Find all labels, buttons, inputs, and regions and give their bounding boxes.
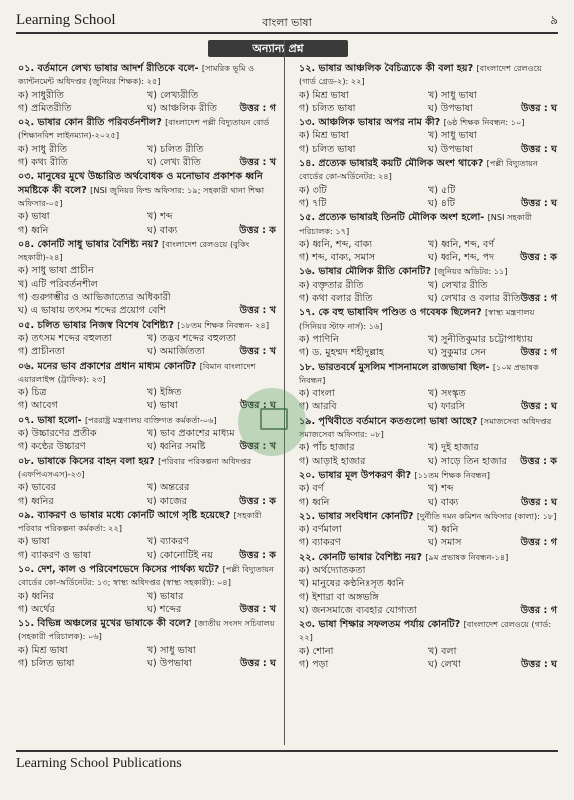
option: গ) ব্যাকরণ <box>299 537 341 549</box>
option: ক) অর্থদ্যোতকতা <box>299 564 366 576</box>
question-item <box>18 360 276 413</box>
question-source: [পল্লী বিদ্যুতায়ন বোর্ডের কো-অর্ডিনেটর: ১৩; স্বাস্থ্য অধিদপ্তর (স্বাস্থ্য সহকারী): ০৪] <box>18 563 274 588</box>
question-text <box>18 116 276 143</box>
option: ক) ভাষা <box>18 536 50 548</box>
option: গ) ধ্বনি <box>299 496 330 508</box>
option: খ) ধ্বনি, শব্দ, বর্ণ <box>428 238 495 250</box>
answer: উত্তর : গ <box>520 604 557 616</box>
option: গ) কণ্ঠের উচ্চারণ <box>18 441 86 453</box>
school-name: Learning School <box>16 12 116 28</box>
question-source: [স্বাস্থ্য মন্ত্রণালয় (সিনিয়র স্টাফ নার্স): ১৬] <box>299 307 535 331</box>
watermark-logo <box>238 388 306 456</box>
question-source: [জাতীয় সংসদ সচিবালয় (সহকারী পরিচালক): ০৬] <box>18 618 275 642</box>
option: গ) প্রাচীনতা <box>18 346 65 358</box>
question-item <box>299 116 557 156</box>
answer: উত্তর : ঘ <box>520 659 557 671</box>
question-stem: ১৯. পৃথিবীতে বর্তমানে কতগুলো ভাষা আছে? <box>299 415 478 427</box>
question-source: [NSI সহকারী পরিচালক: ১৭] <box>299 212 532 236</box>
question-source: [বিমান বাংলাদেশ এয়ারলাইন্স (ট্রাফিক): ২৩] <box>18 360 256 384</box>
question-source: [সমাজসেবা অধিদপ্তর সমাজসেবা অফিসার: ০৮] <box>299 415 552 440</box>
question-item <box>299 361 557 414</box>
question-source: [সহকারী পরিবার পরিকল্পনা কর্মকর্তা: ২২] <box>18 509 262 534</box>
option: খ) ৫টি <box>428 184 456 196</box>
question-item <box>299 306 557 359</box>
option: ঘ) শব্দের <box>147 603 182 615</box>
option: ঘ) সুকুমার সেন <box>428 347 487 359</box>
question-stem: ২১. ভাষার সংবিধান কোনটি? <box>299 510 414 522</box>
question-text <box>18 509 276 536</box>
option: ক) সাধু ভাষা প্রাচীন <box>18 265 94 277</box>
option: খ) ভাব প্রকাশের মাধ্যম <box>147 428 235 440</box>
answer: উত্তর : ক <box>239 495 276 507</box>
answer: উত্তর : খ <box>239 305 276 317</box>
question-text <box>299 62 557 89</box>
question-item <box>299 551 557 617</box>
question-stem: ০৩. মানুষের মুখে উচ্চারিত অর্থবোধক ও মনোভাব প্রকাশক ধ্বনি সমষ্টিকে কী বলে? <box>18 171 263 196</box>
options-grid <box>299 279 557 306</box>
answer: উত্তর : গ <box>520 537 557 549</box>
question-item <box>18 563 276 616</box>
question-text <box>18 455 276 482</box>
option: খ) তদ্ভব শব্দের বহুলতা <box>147 332 236 344</box>
option: খ) লেখ্যরীতি <box>147 89 199 101</box>
answer: উত্তর : ঘ <box>239 400 276 412</box>
option: গ) চলিত ভাষা <box>18 658 75 670</box>
option: খ) ব্যাকরণ <box>147 536 189 548</box>
option: ঘ) লেখা <box>428 659 461 671</box>
question-stem: ১৩. আঞ্চলিক ভাষার অপর নাম কী? <box>299 117 441 129</box>
question-item <box>18 170 276 236</box>
question-text <box>18 617 276 644</box>
option: ঘ) উপভাষা <box>428 143 473 155</box>
options-grid <box>299 387 557 414</box>
option: খ) ধ্বনি <box>428 524 459 536</box>
question-source: [৬ষ্ঠ শিক্ষক নিবন্ধন: ১০] <box>443 117 525 128</box>
option: গ) চলিত ভাষা <box>299 102 356 114</box>
question-source: [পল্লী বিদ্যুতায়ন বোর্ডের কো-অর্ডিনেটর: ২৪] <box>299 158 538 182</box>
answer: উত্তর : খ <box>239 157 276 169</box>
question-text <box>299 510 557 523</box>
book-icon <box>260 408 288 430</box>
question-source: [বাংলাদেশ রেলওয়ে (বুকিং সহকারী)-২৪] <box>18 238 250 263</box>
option: ক) চিত্র <box>18 387 47 399</box>
option: গ) আড়াই হাজার <box>299 455 366 467</box>
option: ক) উচ্চারণের প্রতীক <box>18 428 97 440</box>
answer: উত্তর : গ <box>239 102 276 114</box>
option: ক) পাঁচ হাজার <box>299 442 355 454</box>
option: গ) ৭টি <box>299 197 327 209</box>
option: গ) আবেগ <box>18 400 58 412</box>
option: ঘ) বাক্য <box>428 496 459 508</box>
option: গ) শব্দ, বাক্য, সমাস <box>299 252 376 264</box>
option: গ) গুরুগম্ভীর ও আভিজাত্যের অধিকারী <box>18 292 171 304</box>
question-item <box>299 510 557 550</box>
options-grid <box>299 129 557 156</box>
question-text <box>299 361 557 388</box>
options-grid <box>299 482 557 509</box>
option: ক) বর্ণ <box>299 483 324 495</box>
question-stem: ০৯. ব্যাকরণ ও ভাষার মধ্যে কোনটি আগে সৃষ্টি হয়েছে? <box>18 509 231 521</box>
option: ঘ) লেখার ও বলার রীতি <box>428 293 521 305</box>
option: গ) চলিত ভাষা <box>299 143 356 155</box>
answer: উত্তর : খ <box>239 346 276 358</box>
question-stem: ২০. ভাষার মূল উপকরণ কী? <box>299 469 412 481</box>
question-text <box>299 116 557 129</box>
question-text <box>299 157 557 184</box>
options-grid <box>18 481 276 508</box>
page-number: ৯ <box>550 13 558 27</box>
option: খ) বলা <box>428 645 457 657</box>
option: গ) অর্থের <box>18 603 55 615</box>
option: ক) ধ্বনির <box>18 590 55 602</box>
question-text <box>299 551 557 564</box>
options-grid <box>18 386 276 413</box>
option: খ) মানুষের কণ্ঠনিঃসৃত ধ্বনি <box>299 578 405 590</box>
option: ক) শোনা <box>299 645 334 657</box>
option: ক) তৎসম শব্দের বহুলতা <box>18 332 112 344</box>
option: গ) পড়া <box>299 659 329 671</box>
option: গ) কথ্য রীতি <box>18 157 68 169</box>
option: খ) চলিত রীতি <box>147 143 204 155</box>
question-source: [১০ম প্রভাষক নিবন্ধন] <box>299 361 539 385</box>
question-text <box>18 62 276 89</box>
option: গ) ধ্বনির <box>18 495 54 507</box>
option: ঘ) কাজের <box>147 495 187 507</box>
answer: উত্তর : গ <box>520 347 557 359</box>
option: ক) ধ্বনি, শব্দ, বাক্য <box>299 238 373 250</box>
option: ক) ভাবের <box>18 482 56 494</box>
question-stem: ১১. বিভিন্ন অঞ্চলের মুখের ভাষাকে কী বলে? <box>18 618 192 630</box>
option: ঘ) কোনোটিই নয় <box>147 549 213 561</box>
page-header <box>16 8 558 34</box>
question-source: [পরিবার পরিকল্পনা অধিদপ্তর (এফপিএসএস)-২৩] <box>18 455 252 479</box>
question-text <box>299 415 557 442</box>
question-item <box>18 509 276 562</box>
option: ঘ) ৪টি <box>428 197 455 209</box>
question-item <box>18 617 276 670</box>
option: খ) সাধু ভাষা <box>428 130 477 142</box>
question-stem: ০৪. কোনটি সাধু ভাষার বৈশিষ্ট্য নয়? <box>18 238 159 250</box>
option: ক) পাণিনি <box>299 333 339 345</box>
question-source: [পররাষ্ট্র মন্ত্রণালয় ব্যক্তিগত কর্মকর্তা-০৬] <box>84 414 217 425</box>
answer: উত্তর : খ <box>239 603 276 615</box>
question-text <box>18 238 276 265</box>
question-item <box>299 415 557 468</box>
question-item <box>18 319 276 359</box>
question-source: [সামরিক ভূমি ও ক্যান্টনমেন্ট অধিদপ্তর (জুনিয়র শিক্ষক): ২৫] <box>18 63 255 87</box>
question-source: [৯ম প্রভাষক নিবন্ধন-১৪] <box>425 551 509 562</box>
option: খ) ভাষার <box>147 590 184 602</box>
question-text <box>18 170 276 210</box>
option: ক) মিশ্র ভাষা <box>299 89 349 101</box>
option: ঘ) সাড়ে তিন হাজার <box>428 455 507 467</box>
question-stem: ০৫. চলিত ভাষার নিজস্ব বিশেষ বৈশিষ্ট্য? <box>18 319 174 331</box>
option: খ) সংস্কৃত <box>428 388 466 400</box>
question-stem: ২২. কোনটি ভাষার বৈশিষ্ট্য নয়? <box>299 551 422 563</box>
options-grid <box>18 89 276 116</box>
question-text <box>299 265 557 278</box>
options-grid <box>299 645 557 672</box>
question-stem: ০১. বর্তমানে লেখ্য ভাষার আদর্শ রীতিকে বলে- <box>18 63 199 74</box>
option: ঘ) সমাস <box>428 537 462 549</box>
option: গ) ড. মুহম্মদ শহীদুল্লাহ <box>299 347 384 359</box>
question-text <box>299 618 557 645</box>
question-stem: ০৬. মনের ভাব প্রকাশের প্রধান মাধ্যম কোনটি? <box>18 360 197 372</box>
question-stem: ১২. ভাষার আঞ্চলিক বৈচিত্র্যকে কী বলা হয়? <box>299 63 474 74</box>
question-text <box>18 360 276 387</box>
option: গ) কথা বলার রীতি <box>299 293 373 305</box>
question-source: [বাংলাদেশ রেলওয়ে (গার্ড: ২২] <box>299 619 552 643</box>
option: ক) ভাষা <box>18 211 50 223</box>
option: ঘ) বাক্য <box>147 224 178 236</box>
option: ঘ) লেখ্য রীতি <box>147 157 201 169</box>
options-grid <box>18 264 276 317</box>
question-source: [১১তম শিক্ষক নিবন্ধন] <box>414 469 491 480</box>
question-stem: ১৮. ভারতবর্ষে মুসলিম শাসনামলে রাজভাষা ছিল- <box>299 361 490 373</box>
answer: উত্তর : ঘ <box>520 143 557 155</box>
question-item <box>299 469 557 509</box>
question-item <box>18 116 276 169</box>
option: খ) সুনীতিকুমার চট্টোপাধ্যায় <box>428 333 533 345</box>
question-item <box>299 157 557 210</box>
options-grid <box>18 644 276 671</box>
option: ক) মিশ্র ভাষা <box>18 644 68 656</box>
option: খ) সাধু ভাষা <box>428 89 477 101</box>
option: ঘ) উপভাষা <box>428 102 473 114</box>
section-banner: অন্যান্য প্রশ্ন <box>208 40 348 57</box>
option: খ) অন্তরের <box>147 482 190 494</box>
option: ক) বক্তৃতার রীতি <box>299 279 364 291</box>
question-stem: ১৪. প্রত্যেক ভাষারই কয়টি মৌলিক অংশ থাকে? <box>299 158 484 170</box>
answer: উত্তর : ঘ <box>520 102 557 114</box>
option: ঘ) জনসমাজে ব্যবহার যোগ্যতা <box>299 604 417 616</box>
right-column <box>299 62 557 672</box>
answer: উত্তর : ঘ <box>520 401 557 413</box>
question-item <box>18 238 276 318</box>
question-item <box>299 62 557 115</box>
option: ঘ) ধ্বনির সমষ্টি <box>147 441 206 453</box>
option: খ) শব্দ <box>428 483 454 495</box>
question-item <box>299 265 557 305</box>
question-item <box>299 211 557 264</box>
question-stem: ০৭. ভাষা হলো- <box>18 414 82 426</box>
option: খ) সাধু ভাষা <box>147 644 196 656</box>
subject-title: বাংলা ভাষা <box>262 16 312 29</box>
header-rule <box>16 32 558 34</box>
question-stem: ১৭. কে বহু ভাষাবিদ পণ্ডিত ও গবেষক ছিলেন? <box>299 307 482 319</box>
question-text <box>299 211 557 238</box>
options-grid <box>18 590 276 617</box>
footer-rule <box>16 750 558 752</box>
question-item <box>299 618 557 671</box>
options-grid <box>299 89 557 116</box>
option: ক) বর্ণমালা <box>299 524 342 536</box>
options-grid <box>18 332 276 359</box>
options-grid <box>299 333 557 360</box>
option: ঘ) ধ্বনি, শব্দ, পদ <box>428 252 495 264</box>
question-stem: ১০. দেশ, কাল ও পরিবেশভেদে কিসের পার্থক্য ঘটে? <box>18 563 220 575</box>
option: খ) শব্দ <box>147 211 173 223</box>
option: ক) বাংলা <box>299 388 335 400</box>
option: খ) এটি পরিবর্তনশীল <box>18 278 98 290</box>
answer: উত্তর : ঘ <box>520 496 557 508</box>
question-stem: ২৩. ভাষা শিক্ষার সফলতম পর্যায় কোনটি? <box>299 619 461 631</box>
option: গ) ইশারা বা অঙ্গভঙ্গি <box>299 591 379 603</box>
question-text <box>299 306 557 333</box>
question-source: [বাংলাদেশ রেলওয়ে (গার্ড গ্রেড-২): ২২] <box>299 63 542 87</box>
options-grid <box>18 143 276 170</box>
question-stem: ১৬. ভাষার মৌলিক রীতি কোনটি? <box>299 266 431 278</box>
question-source: [জুনিয়র অডিটর: ১১] <box>434 266 508 277</box>
option: খ) লেখার রীতি <box>428 279 488 291</box>
option: ক) ৩টি <box>299 184 327 196</box>
options-grid <box>299 184 557 211</box>
question-stem: ০৮. ভাষাকে কিসের বাহন বলা হয়? <box>18 455 155 467</box>
answer: উত্তর : ক <box>239 224 276 236</box>
question-text <box>18 563 276 590</box>
option: ঘ) ফারসি <box>428 401 465 413</box>
option: ঘ) উপভাষা <box>147 658 192 670</box>
answer: উত্তর : ঘ <box>520 197 557 209</box>
option: গ) ব্যাকরণ ও ভাষা <box>18 549 91 561</box>
option: গ) প্রমিতরীতি <box>18 102 72 114</box>
publication-name: Learning School Publications <box>16 756 182 771</box>
option: খ) দুই হাজার <box>428 442 479 454</box>
answer: উত্তর : ক <box>239 549 276 561</box>
option: ঘ) আঞ্চলিক রীতি <box>147 102 217 114</box>
answer: উত্তর : ঘ <box>239 658 276 670</box>
option: গ) ধ্বনি <box>18 224 49 236</box>
options-grid <box>299 564 557 617</box>
question-stem: ১৫. প্রত্যেক ভাষারই তিনটি মৌলিক অংশ হলো- <box>299 212 485 224</box>
question-item <box>18 62 276 115</box>
option: ঘ) ভাষা <box>147 400 178 412</box>
question-text <box>18 319 276 332</box>
question-source: [বাংলাদেশ পল্লী বিদ্যুতায়ন বোর্ড (শিক্ষানবিশ লাইনম্যান)-২০২৫] <box>18 117 270 141</box>
answer: উত্তর : খ <box>239 441 276 453</box>
options-grid <box>18 535 276 562</box>
left-column <box>18 62 276 671</box>
option: ঘ) অমার্জিততা <box>147 346 205 358</box>
options-grid <box>299 238 557 265</box>
question-source: [দুর্নীতি দমন কমিশন অফিসার (কালা): ১৮] <box>416 510 557 521</box>
option: ক) সাধুরীতি <box>18 89 64 101</box>
options-grid <box>18 427 276 454</box>
option: গ) আরবি <box>299 401 337 413</box>
answer: উত্তর : গ <box>520 293 557 305</box>
question-text <box>299 469 557 482</box>
question-item <box>18 455 276 508</box>
question-stem: ০২. ভাষার কোন রীতি পরিবর্তনশীল? <box>18 117 162 129</box>
option: খ) ইঙ্গিত <box>147 387 182 399</box>
question-source: [১৮তম শিক্ষক নিবন্ধন- ২৪] <box>177 319 270 330</box>
options-grid <box>299 441 557 468</box>
option: ক) সাধু রীতি <box>18 143 68 155</box>
page-footer <box>16 750 558 772</box>
option: ক) মিশ্র ভাষা <box>299 130 349 142</box>
options-grid <box>299 523 557 550</box>
options-grid <box>18 210 276 237</box>
question-source: [NSI জুনিয়র ফিল্ড অফিসার: ১৯; সহকারী থানা শিক্ষা অফিসার-০৫] <box>18 184 265 208</box>
answer: উত্তর : ক <box>520 455 557 467</box>
option: ঘ) এ ভাষায় তৎসম শব্দের প্রয়োগ বেশি <box>18 305 166 317</box>
answer: উত্তর : ক <box>520 252 557 264</box>
